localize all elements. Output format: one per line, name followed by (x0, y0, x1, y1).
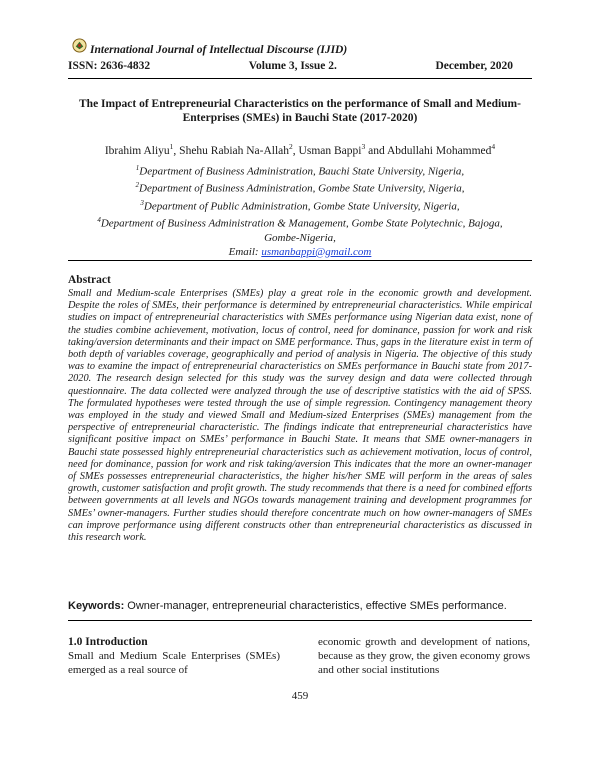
abstract-divider (68, 260, 532, 261)
section-heading: 1.0 Introduction (68, 636, 148, 648)
author-separator: , (292, 144, 299, 157)
keywords-line (68, 600, 532, 612)
email-label: Email: (228, 245, 262, 258)
header-divider (68, 78, 532, 79)
author-separator: and (365, 144, 387, 157)
author-name: Abdullahi Mohammed (386, 144, 492, 157)
author-name: Ibrahim Aliyu (104, 144, 170, 157)
author-list (68, 140, 532, 158)
author-separator: , (173, 144, 180, 157)
email-line (68, 246, 532, 260)
intro-column-right (318, 636, 530, 677)
intro-paragraph: Small and Medium Scale Enterprises (SMEs) emerged as a real source of (68, 649, 280, 676)
abstract-heading: Abstract (68, 274, 111, 286)
journal-info-row (68, 60, 513, 72)
keywords-divider (68, 620, 532, 621)
issue-date: December, 2020 (435, 60, 513, 72)
keywords-label: Keywords: (68, 600, 125, 612)
intro-column-left (68, 636, 280, 677)
issn: ISSN: 2636-4832 (68, 60, 151, 72)
email-link[interactable]: usmanbappi@gmail.com (261, 245, 372, 258)
author-affiliation-marker: 1 (169, 142, 174, 151)
author-name: Shehu Rabiah Na-Allah (179, 144, 290, 157)
affiliation-line: $^1$Department of Business Administration, Bauchi State University, Nigeria, (135, 164, 465, 178)
affiliation-line: $^2$Department of Business Administration, Gombe State University, Nigeria, (135, 181, 465, 196)
page-number: 459 (291, 690, 309, 702)
title-line-1: The Impact of Entrepreneurial Characteristics on the performance of Small and Medium- (79, 98, 521, 110)
author-affiliation-marker: 3 (361, 142, 366, 151)
title-line-2: Enterprises (SMEs) in Bauchi State (2017-2020) (182, 112, 418, 124)
article-title (68, 97, 532, 125)
intro-paragraph-continued: economic growth and development of nations, because as they grow, the given economy grows and other social institutions (318, 636, 530, 676)
affiliation-list (68, 162, 532, 259)
journal-name: International Journal of Intellectual Discourse (IJID) (90, 44, 348, 56)
abstract-text: Small and Medium-scale Enterprises (SMEs) play a great role in the economic growth and development. Despite the roles of SMEs, their performance is determined by entrepreneurial characteristics. While empirical studies on impact of entrepreneurial characteristics with SMEs performance using Nigerian data exist, none of the studies combine achievement, motivation, locus of control, need for dominance, passion for work and risk taking/aversion determinants and their impact on SME performance. Thus, gaps in the literature exist in term of both depth of variables coverage, geographically and period of analysis in Nigeria. The objective of this study was to examine the impact of entrepreneurial characteristics on SMEs performance in Bauchi state from 2017-2020. The research design selected for this study was the survey design and data were collected through questionnaire. The data collected were analyzed through the use of descriptive statistics with the aid of SPSS. The formulated hypotheses were tested through the use of simple regression. Contingency management theory was employed in the study and viewed Small and Medium-sized Enterprises (SMEs) management from the perspective of entrepreneurial characteristic. The findings indicate that entrepreneurial characteristics have significant positive impact on SMEs’ performance in Bauchi State. It means that SME owner-managers in Bauchi state possessed highly entrepreneurial characteristics such as achievement motivation, locus of control, need for dominance, passion for work and risk taking/aversion This indicates that the more an owner-manager of SMEs possesses entrepreneurial characteristics, the higher his/her SME will perform in the areas of sales growth, customer satisfaction and profit growth. The study recommends that there is a need for combined efforts between governments at all levels and NGOs towards management training and development programmes for SMEs’ owner-managers. Further studies should therefore concentrate much on how owner-managers of SMEs can improve performance using different constructs other than entrepreneurial characteristics as discussed in this research work. (68, 288, 532, 544)
author-affiliation-marker: 2 (289, 142, 293, 151)
affiliation-line: $^3$Department of Public Administration, Gombe State University, Nigeria, (140, 198, 460, 213)
journal-emblem-icon (72, 38, 87, 53)
affiliation-line: $^4$Department of Business Administration & Management, Gombe State Polytechnic, Bajoga, (97, 216, 503, 231)
affiliation-continuation: Gombe-Nigeria, (264, 231, 336, 244)
author-affiliation-marker: 4 (491, 142, 496, 151)
volume-issue: Volume 3, Issue 2. (248, 60, 337, 72)
keywords-text: Owner-manager, entrepreneurial characteristics, effective SMEs performance. (124, 600, 507, 612)
author-name: Usman Bappi (298, 144, 362, 157)
